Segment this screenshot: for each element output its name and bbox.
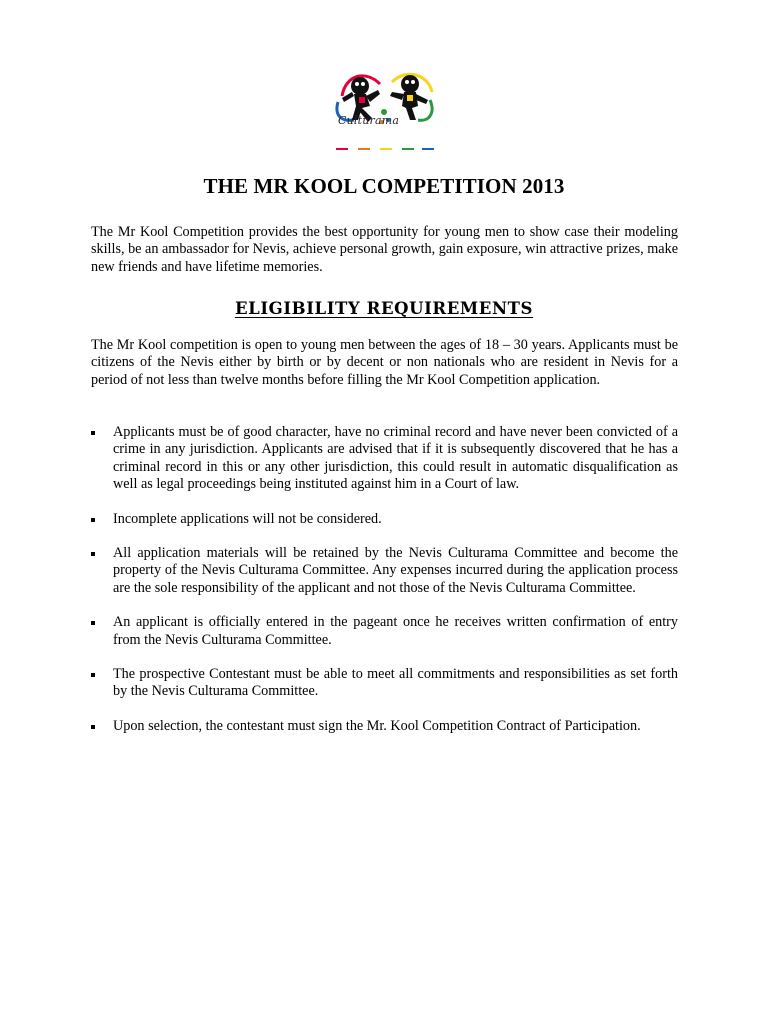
section-heading-text: ELIGIBILITY REQUIREMENTS bbox=[234, 299, 534, 318]
list-item bbox=[91, 718, 678, 735]
list-item bbox=[91, 511, 678, 528]
bullet-square-icon bbox=[91, 431, 95, 435]
eligibility-paragraph: The Mr Kool competition is open to young men between the ages of 18 – 30 years. Applicants must be citizens of the Nevis either by birth or by decent or non nationals who are resident in Nevis for a period of not less than twelve months before filling the Mr Kool Competition application. bbox=[91, 337, 678, 388]
list-item-text: Upon selection, the contestant must sign the Mr. Kool Competition Contract of Participation. bbox=[113, 717, 641, 734]
culturama-logo bbox=[332, 62, 440, 154]
bullet-square-icon bbox=[91, 725, 95, 729]
list-item-text: Incomplete applications will not be considered. bbox=[113, 510, 382, 527]
page-title: THE MR KOOL COMPETITION 2013 bbox=[203, 174, 565, 198]
list-item-text: Applicants must be of good character, have no criminal record and have never been convicted of a crime in any jurisdiction. Applicants are advised that if it is subsequently discovered that he has a criminal record in this or any other jurisdiction, this could result in automatic disqualification as well as legal proceedings being instituted against him in a Court of law. bbox=[113, 424, 678, 493]
bullet-square-icon bbox=[91, 621, 95, 625]
list-item bbox=[91, 614, 678, 649]
list-item-text: All application materials will be retained by the Nevis Culturama Committee and become the property of the Nevis Culturama Committee. Any expenses incurred during the application process are the sole responsibility of the applicant and not those of the Nevis Culturama Committee. bbox=[113, 545, 678, 596]
culturama-logo-graphic bbox=[332, 62, 440, 154]
bullet-square-icon bbox=[91, 552, 95, 556]
list-item bbox=[91, 424, 678, 494]
list-item bbox=[91, 545, 678, 597]
list-item-text: The prospective Contestant must be able to meet all commitments and responsibilities as set forth by the Nevis Culturama Committee. bbox=[113, 666, 678, 700]
intro-paragraph: The Mr Kool Competition provides the best opportunity for young men to show case their modeling skills, be an ambassador for Nevis, achieve personal growth, gain exposure, win attractive prizes, make new friends and have lifetime memories. bbox=[91, 224, 678, 275]
list-item-text: An applicant is officially entered in the pageant once he receives written confirmation of entry from the Nevis Culturama Committee. bbox=[113, 614, 678, 648]
logo-wordmark: Culturama bbox=[338, 114, 400, 127]
bullet-square-icon bbox=[91, 518, 95, 522]
list-item bbox=[91, 666, 678, 701]
section-heading bbox=[0, 299, 768, 319]
bullet-square-icon bbox=[91, 673, 95, 677]
requirements-list bbox=[91, 424, 678, 735]
